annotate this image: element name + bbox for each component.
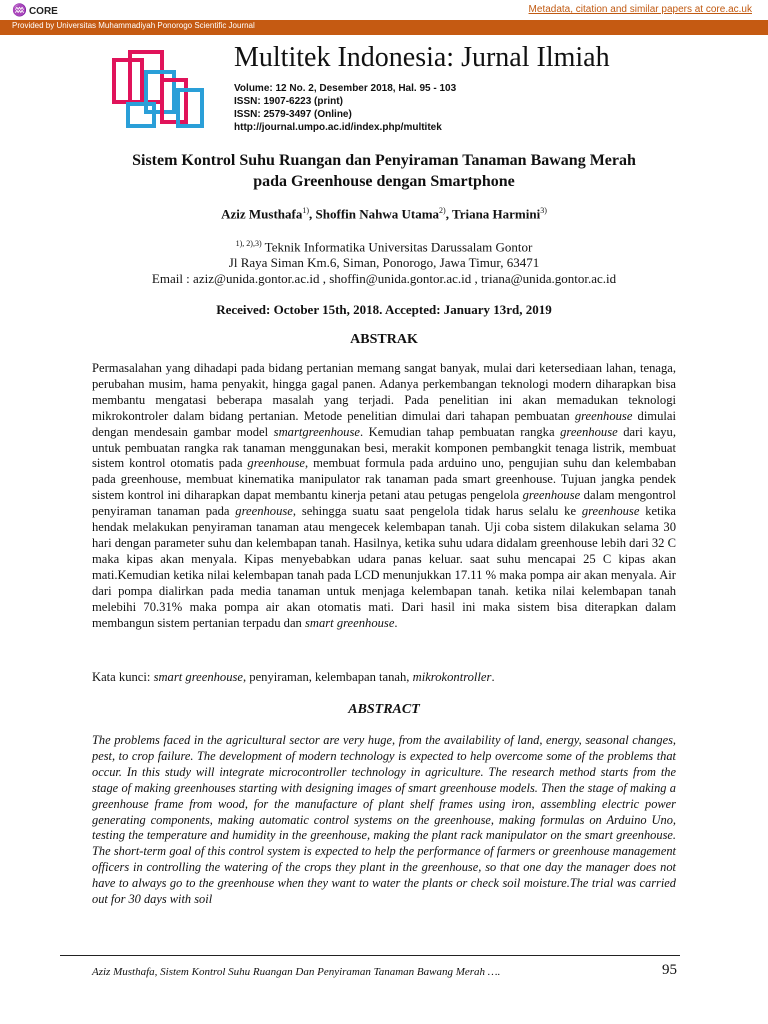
keywords-line: Kata kunci: smart greenhouse, penyiraman, kelembapan tanah, mikrokontroller. [92, 670, 495, 684]
abstrak-heading: ABSTRAK [350, 332, 418, 347]
author-affil-mark: 1) [302, 206, 310, 215]
author-name: , Triana Harmini [445, 206, 541, 222]
core-logo-label: CORE [28, 6, 58, 17]
abstrak-paragraph: Permasalahan yang dihadapi pada bidang pertanian memang sangat banyak, mulai dari ketersediaan lahan, tenaga, perubahan musim, hama penyakit, hingga gagal panen. Adanya perkembangan teknologi modern diharapkan bisa membantu mengatasi beberapa masalah yang terjadi. Pada penelitian ini akan memadukan teknologi mikrokontroler dalam bidang pertanian. Metode penelitian dimulai dari tahapan pembuatan greenhouse dimulai dengan mendesain gambar model smartgreenhouse. Kemudian tahap pembuatan rangka greenhouse dari kayu, untuk pembuatan rangka rak tanaman menggunakan besi, merakit komponen pembangkit tenaga listrik, membuat sistem kontrol otomatis pada greenhouse, membuat formula pada arduino uno, pengujian suhu dan kelembaban pada greenhouse, membuat kinematika manipulator rak tanaman pada smart greenhouse. Tujuan jangka pendek sistem kontrol ini diharapkan dapat membantu kinerja petani atau petugas pengelola greenhouse dalam mengontrol penyiraman tanaman pada greenhouse, sehingga suatu saat pengelola tidak harus selalu ke greenhouse ketika hendak melakukan penyiraman tanaman atau mengecek kelembapan tanah. Uji coba sistem dilakukan selama 30 hari dengan parameter suhu dan kelembapan tanah. Hasilnya, ketika suhu udara didalam greenhouse lebih dari 32 C maka kipas akan menyala. Kipas menyebabkan udara panas keluar. saat suhu mencapai 25 C kipas akan mati.Kemudian ketika nilai kelembapan tanah pada LCD menunjukkan 17.11 % maka pompa air akan menyala. Air dari pompa dialirkan pada media tanaman untuk menjaga kelembapan tanah. ketika nilai kelembapan tanah melebihi 70.31% maka pompa air akan otomatis mati. Dari hasil ini maka sistem bisa diterapkan dalam membangun sistem pertanian terpadu dan smart greenhouse. [92, 361, 677, 630]
affiliation-block [60, 236, 708, 287]
journal-logo [108, 50, 213, 140]
abstract-paragraph: The problems faced in the agricultural sector are very huge, from the availability of land, energy, seasonal changes, pest, to crop failure. The development of modern technology is expected to help overcome some of the problems that occur. In this study will integrate microcontroller technology in agriculture. The research method starts from the stage of making greenhouses starting with designing images of smart greenhouse models. Then the stage of making a greenhouse frame from wood, for the manufacture of plant shelf frames using iron, assembling electric power generating components, making automatic control systems on the greenhouse, making formulas on Arduino Uno, testing the temperature and humidity in the greenhouse, making the plant rack manipulator on the smart greenhouse. The short-term goal of this control system is expected to help the performance of farmers or greenhouse management officers in controlling the watering of the crops they plant in the greenhouse, so that one day the manager does not have to always go to the greenhouse when they want to water the plants or check soil moisture.The trial was carried out for 30 days with soil [92, 733, 676, 907]
author-affil-mark: 2) [439, 206, 446, 215]
provided-by-link[interactable]: Provided by Universitas Muhammadiyah Ponorogo Scientific Journal [12, 21, 255, 30]
page-number: 95 [662, 962, 677, 978]
paper-title-line1: Sistem Kontrol Suhu Ruangan dan Penyiraman Tanaman Bawang Merah [132, 152, 636, 169]
author-list [60, 206, 708, 222]
journal-volume: Volume: 12 No. 2, Desember 2018, Hal. 95 - 103 [234, 83, 457, 94]
footer-citation: Aziz Musthafa, Sistem Kontrol Suhu Ruangan Dan Penyiraman Tanaman Bawang Merah …. [92, 966, 501, 978]
journal-title: Multitek Indonesia: Jurnal Ilmiah [234, 42, 610, 73]
core-logo[interactable] [12, 3, 58, 17]
journal-url[interactable]: http://journal.umpo.ac.id/index.php/multitek [234, 122, 442, 133]
affiliation-line [60, 236, 708, 255]
affiliation-emails: Email : aziz@unida.gontor.ac.id , shoffin@unida.gontor.ac.id , triana@unida.gontor.ac.id [151, 271, 617, 287]
footer-divider [60, 955, 680, 956]
affiliation-mark: 1), 2),3) [235, 239, 262, 248]
issn-online: ISSN: 2579-3497 (Online) [234, 109, 352, 120]
author-name: , Shoffin Nahwa Utama [309, 206, 440, 222]
author-affil-mark: 3) [540, 206, 547, 215]
issn-print: ISSN: 1907-6223 (print) [234, 96, 343, 107]
core-metadata-link[interactable]: Metadata, citation and similar papers at core.ac.uk [528, 4, 752, 15]
abstract-heading: ABSTRACT [348, 702, 420, 717]
core-header-bar [0, 0, 768, 21]
core-logo-icon: ♒ [12, 3, 27, 17]
author-name: Aziz Musthafa [221, 206, 303, 222]
paper-title-line2: pada Greenhouse dengan Smartphone [253, 173, 515, 190]
affiliation-name: Teknik Informatika Universitas Darussalam Gontor [261, 239, 533, 255]
paper-title [60, 150, 708, 192]
received-dates: Received: October 15th, 2018. Accepted: January 13rd, 2019 [216, 302, 552, 317]
journal-meta [234, 82, 456, 134]
affiliation-address: Jl Raya Siman Km.6, Siman, Ponorogo, Jawa Timur, 63471 [228, 255, 540, 271]
provided-by-bar [0, 20, 768, 35]
